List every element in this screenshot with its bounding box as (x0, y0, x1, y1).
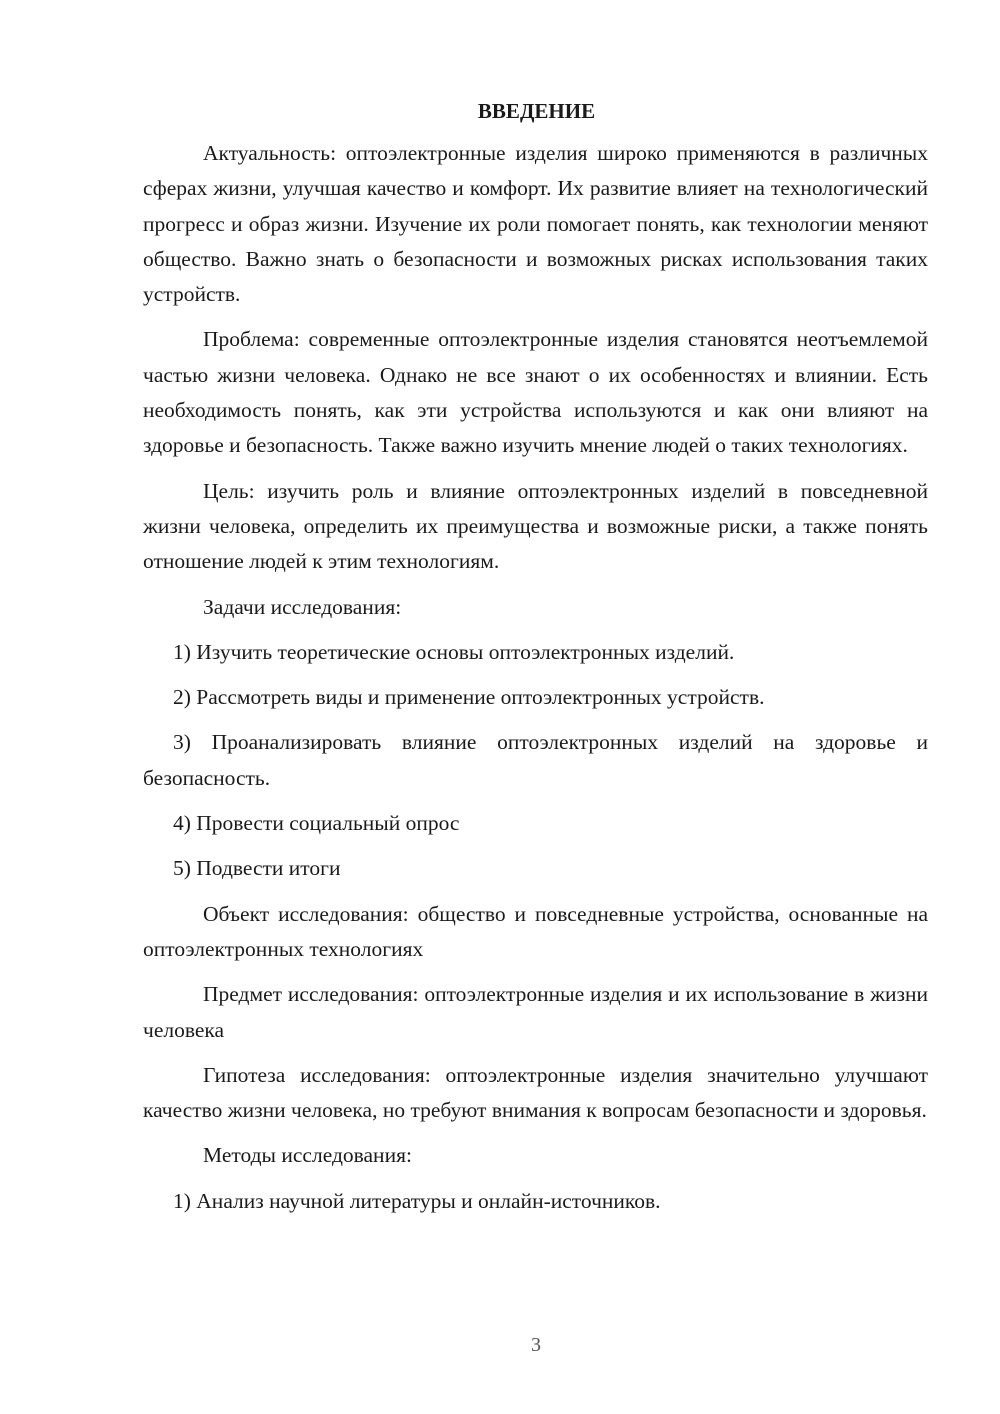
tasks-heading: Задачи исследования: (203, 594, 402, 619)
task-item-3: 3) Проанализировать влияние оптоэлектронных изделий на здоровье и безопасность. (143, 730, 928, 790)
paragraph-hypothesis: Гипотеза исследования: оптоэлектронные изделия значительно улучшают качество жизни человека, но требуют внимания к вопросам безопасности и здоровья. (143, 1062, 928, 1123)
page-number: 3 (531, 1334, 541, 1356)
document-body (143, 94, 928, 1229)
task-item-4: 4) Провести социальный опрос (173, 811, 460, 836)
task-item-2: 2) Рассмотреть виды и применение оптоэлектронных устройств. (173, 685, 765, 710)
task-item-5: 5) Подвести итоги (173, 856, 341, 881)
paragraph-object: Объект исследования: общество и повседневные устройства, основанные на оптоэлектронных технологиях (143, 901, 928, 961)
section-title: ВВЕДЕНИЕ (477, 99, 596, 123)
task-item-1: 1) Изучить теоретические основы оптоэлектронных изделий. (173, 639, 735, 664)
paragraph-problem: Проблема: современные оптоэлектронные изделия становятся неотъемлемой частью жизни человека. Однако не все знают о их особенностях и влиянии. Есть необходимость понять, как эти устройства используются и как они влияют на здоровье и безопасность. Также важно изучить мнение людей о таких технологиях. (143, 327, 928, 458)
paragraph-subject: Предмет исследования: оптоэлектронные изделия и их использование в жизни человека (143, 982, 928, 1042)
paragraph-relevance: Актуальность: оптоэлектронные изделия широко применяются в различных сферах жизни, улучшая качество и комфорт. Их развитие влияет на технологический прогресс и образ жизни. Изучение их роли помогает понять, как технологии меняют общество. Важно знать о безопасности и возможных рисках использования таких устройств. (143, 141, 928, 307)
paragraph-goal: Цель: изучить роль и влияние оптоэлектронных изделий в повседневной жизни человека, определить их преимущества и возможные риски, а также понять отношение людей к этим технологиям. (143, 478, 928, 574)
methods-heading: Методы исследования: (203, 1143, 412, 1168)
method-item-1: 1) Анализ научной литературы и онлайн-источников. (173, 1188, 661, 1213)
